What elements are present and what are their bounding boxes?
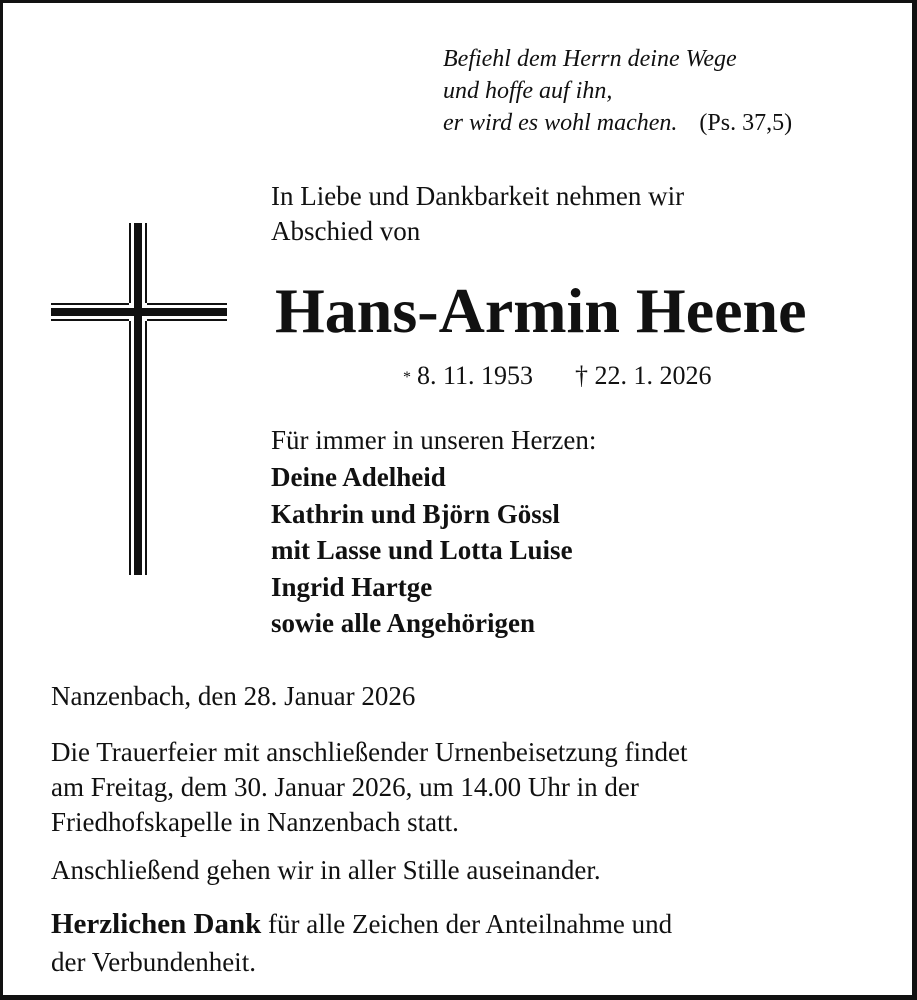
thanks-bold: Herzlichen Dank: [51, 908, 262, 940]
mourners-heading: Für immer in unseren Herzen:: [271, 425, 597, 455]
birth-date: 8. 11. 1953: [417, 361, 534, 390]
after-note: Anschließend gehen wir in aller Stille auseinander.: [51, 855, 601, 885]
thanks-note: [51, 905, 672, 981]
mourner-name: Deine Adelheid: [271, 462, 446, 492]
intro-line: Abschied von: [271, 216, 421, 246]
intro-line: In Liebe und Dankbarkeit nehmen wir: [271, 181, 685, 211]
ceremony-line: Die Trauerfeier mit anschließender Urnenbeisetzung findet: [51, 737, 688, 767]
death-dagger-icon: †: [575, 361, 589, 390]
verse-line: Befiehl dem Herrn deine Wege: [443, 46, 737, 72]
ceremony-info: [51, 735, 688, 840]
thanks-text: für alle Zeichen der Anteilnahme und: [261, 909, 673, 939]
thanks-line: der Verbundenheit.: [51, 947, 256, 977]
ceremony-line: am Freitag, dem 30. Januar 2026, um 14.00 Uhr in der: [51, 772, 639, 802]
cross-center-horizontal: [129, 308, 147, 316]
birth-star-icon: *: [403, 369, 411, 386]
place-and-date: Nanzenbach, den 28. Januar 2026: [51, 681, 416, 711]
mourner-name: mit Lasse und Lotta Luise: [271, 535, 573, 565]
cross-icon: [51, 223, 227, 575]
deceased-name: Hans-Armin Heene: [275, 275, 807, 346]
mourners-list: [271, 459, 573, 642]
death-date: 22. 1. 2026: [594, 361, 712, 390]
verse-line: [443, 107, 792, 139]
intro-text: [271, 179, 684, 249]
life-dates: [403, 359, 712, 393]
ceremony-line: Friedhofskapelle in Nanzenbach statt.: [51, 807, 459, 837]
verse-line: und hoffe auf ihn,: [443, 78, 613, 104]
verse-reference: (Ps. 37,5): [699, 110, 793, 136]
mourner-name: Kathrin und Björn Gössl: [271, 498, 560, 529]
mourner-name: sowie alle Angehörigen: [271, 608, 535, 638]
thanks-line: [51, 905, 672, 943]
mourner-name: Ingrid Hartge: [271, 571, 433, 602]
verse-line-text: er wird es wohl machen.: [443, 110, 678, 136]
cross-vertical-bar: [134, 223, 142, 575]
bible-verse: [443, 43, 792, 139]
